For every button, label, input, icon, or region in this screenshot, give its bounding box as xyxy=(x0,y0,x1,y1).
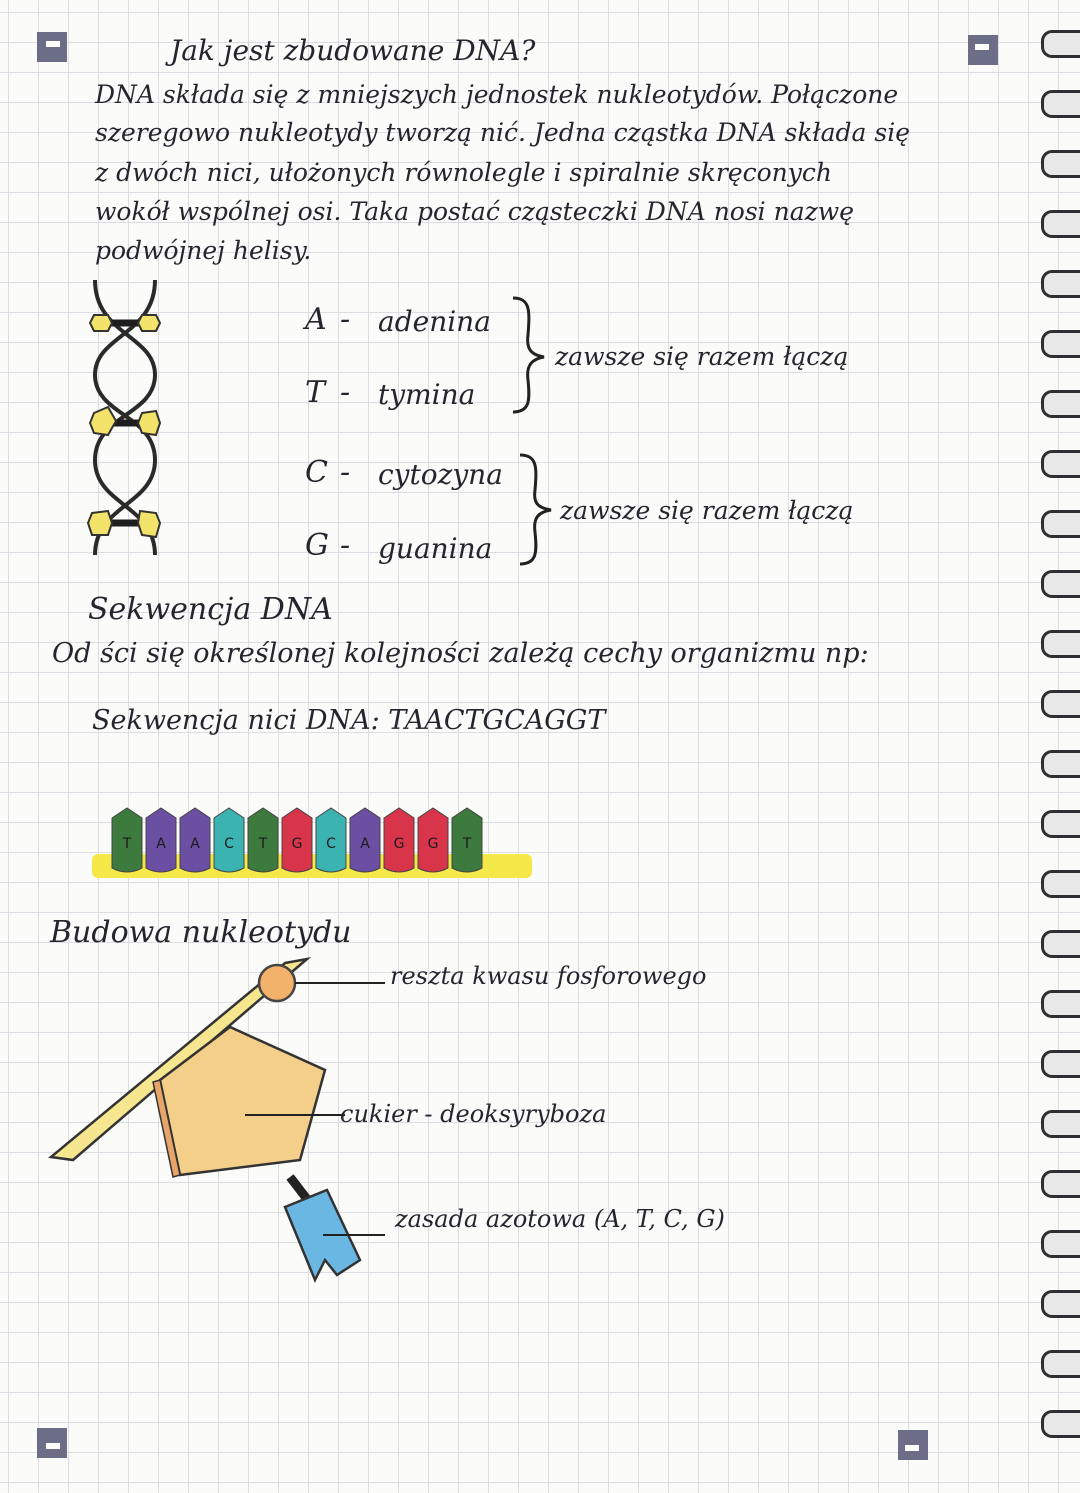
sequence-base-letter: G xyxy=(291,836,303,852)
base-letter: C xyxy=(305,455,328,490)
spiral-ring-icon xyxy=(1041,750,1080,778)
spiral-ring-icon xyxy=(1041,870,1080,898)
dash: - xyxy=(340,528,351,563)
base-name: tymina xyxy=(378,378,476,411)
pair-note: zawsze się razem łączą xyxy=(560,496,854,525)
spiral-ring-icon xyxy=(1041,1170,1080,1198)
base-letter: A xyxy=(305,302,327,337)
spiral-ring-icon xyxy=(1041,630,1080,658)
sequence-base-letter: A xyxy=(190,836,200,852)
dash: - xyxy=(340,455,351,490)
spiral-ring-icon xyxy=(1041,1410,1080,1438)
corner-mark-icon xyxy=(37,1428,67,1458)
nucleotide-heading: Budowa nukleotydu xyxy=(50,915,352,950)
intro-line: z dwóch nici, ułożonych równolegle i spiralnie skręconych xyxy=(95,158,833,187)
spiral-ring-icon xyxy=(1041,930,1080,958)
dash: - xyxy=(340,375,351,410)
sequence-text: Od ści się określonej kolejności zależą cechy organizmu np: xyxy=(52,638,869,669)
sequence-base-letter: C xyxy=(326,836,336,852)
phosphate-label: reszta kwasu fosforowego xyxy=(390,962,707,990)
sequence-heading: Sekwencja DNA xyxy=(88,592,333,627)
sequence-base-mark xyxy=(418,808,448,872)
sequence-base-mark xyxy=(214,808,244,872)
sequence-base-letter: G xyxy=(393,836,405,852)
sequence-base-mark xyxy=(282,808,312,872)
spiral-ring-icon xyxy=(1041,270,1080,298)
brace-icon xyxy=(508,295,548,415)
sugar-label: cukier - deoksyryboza xyxy=(340,1100,607,1128)
spiral-ring-icon xyxy=(1041,450,1080,478)
dash: - xyxy=(340,302,351,337)
spiral-ring-icon xyxy=(1041,90,1080,118)
pair-note: zawsze się razem łączą xyxy=(555,342,849,371)
phosphate-icon xyxy=(259,965,295,1001)
sequence-base-mark xyxy=(180,808,210,872)
page-title: Jak jest zbudowane DNA? xyxy=(170,34,536,67)
spiral-ring-icon xyxy=(1041,690,1080,718)
sequence-base-mark xyxy=(452,808,482,872)
spiral-ring-icon xyxy=(1041,390,1080,418)
dna-sequence-strip xyxy=(90,800,540,890)
corner-mark-icon xyxy=(898,1430,928,1460)
sequence-base-mark xyxy=(248,808,278,872)
spiral-ring-icon xyxy=(1041,510,1080,538)
sequence-base-mark xyxy=(316,808,346,872)
base-pair-rung xyxy=(90,407,160,435)
sequence-base-letter: A xyxy=(156,836,166,852)
base-pair-rung xyxy=(90,315,160,331)
spiral-ring-icon xyxy=(1041,570,1080,598)
intro-line: podwójnej helisy. xyxy=(95,236,312,265)
spiral-ring-icon xyxy=(1041,330,1080,358)
double-helix-illustration xyxy=(80,275,170,560)
spiral-ring-icon xyxy=(1041,810,1080,838)
sequence-base-mark xyxy=(384,808,414,872)
sequence-base-letter: A xyxy=(360,836,370,852)
spiral-ring-icon xyxy=(1041,1230,1080,1258)
corner-mark-icon xyxy=(968,35,998,65)
corner-mark-icon xyxy=(37,32,67,62)
sequence-base-mark xyxy=(112,808,142,872)
spiral-ring-icon xyxy=(1041,210,1080,238)
sequence-base-letter: T xyxy=(462,836,472,852)
sequence-base-letter: G xyxy=(427,836,439,852)
spiral-ring-icon xyxy=(1041,1290,1080,1318)
base-letter: T xyxy=(305,375,326,410)
spiral-ring-icon xyxy=(1041,990,1080,1018)
brace-icon xyxy=(515,452,555,567)
base-name: cytozyna xyxy=(378,458,503,491)
base-name: adenina xyxy=(378,305,491,338)
base-name: guanina xyxy=(378,532,493,565)
spiral-ring-icon xyxy=(1041,150,1080,178)
spiral-ring-icon xyxy=(1041,1350,1080,1378)
spiral-binding xyxy=(1040,30,1080,1470)
sequence-base-letter: C xyxy=(224,836,234,852)
sequence-label: Sekwencja nici DNA: TAACTGCAGGT xyxy=(92,705,606,736)
base-pair-rung xyxy=(88,511,160,537)
spiral-ring-icon xyxy=(1041,1050,1080,1078)
spiral-ring-icon xyxy=(1041,30,1080,58)
sequence-base-letter: T xyxy=(258,836,268,852)
base-letter: G xyxy=(305,528,329,563)
sequence-base-mark xyxy=(350,808,380,872)
sequence-base-mark xyxy=(146,808,176,872)
base-label: zasada azotowa (A, T, C, G) xyxy=(395,1205,725,1233)
intro-line: szeregowo nukleotydy tworzą nić. Jedna cząstka DNA składa się xyxy=(95,118,911,147)
intro-line: wokół wspólnej osi. Taka postać cząsteczki DNA nosi nazwę xyxy=(95,197,854,226)
spiral-ring-icon xyxy=(1041,1110,1080,1138)
intro-line: DNA składa się z mniejszych jednostek nukleotydów. Połączone xyxy=(95,80,899,109)
sequence-base-letter: T xyxy=(122,836,132,852)
